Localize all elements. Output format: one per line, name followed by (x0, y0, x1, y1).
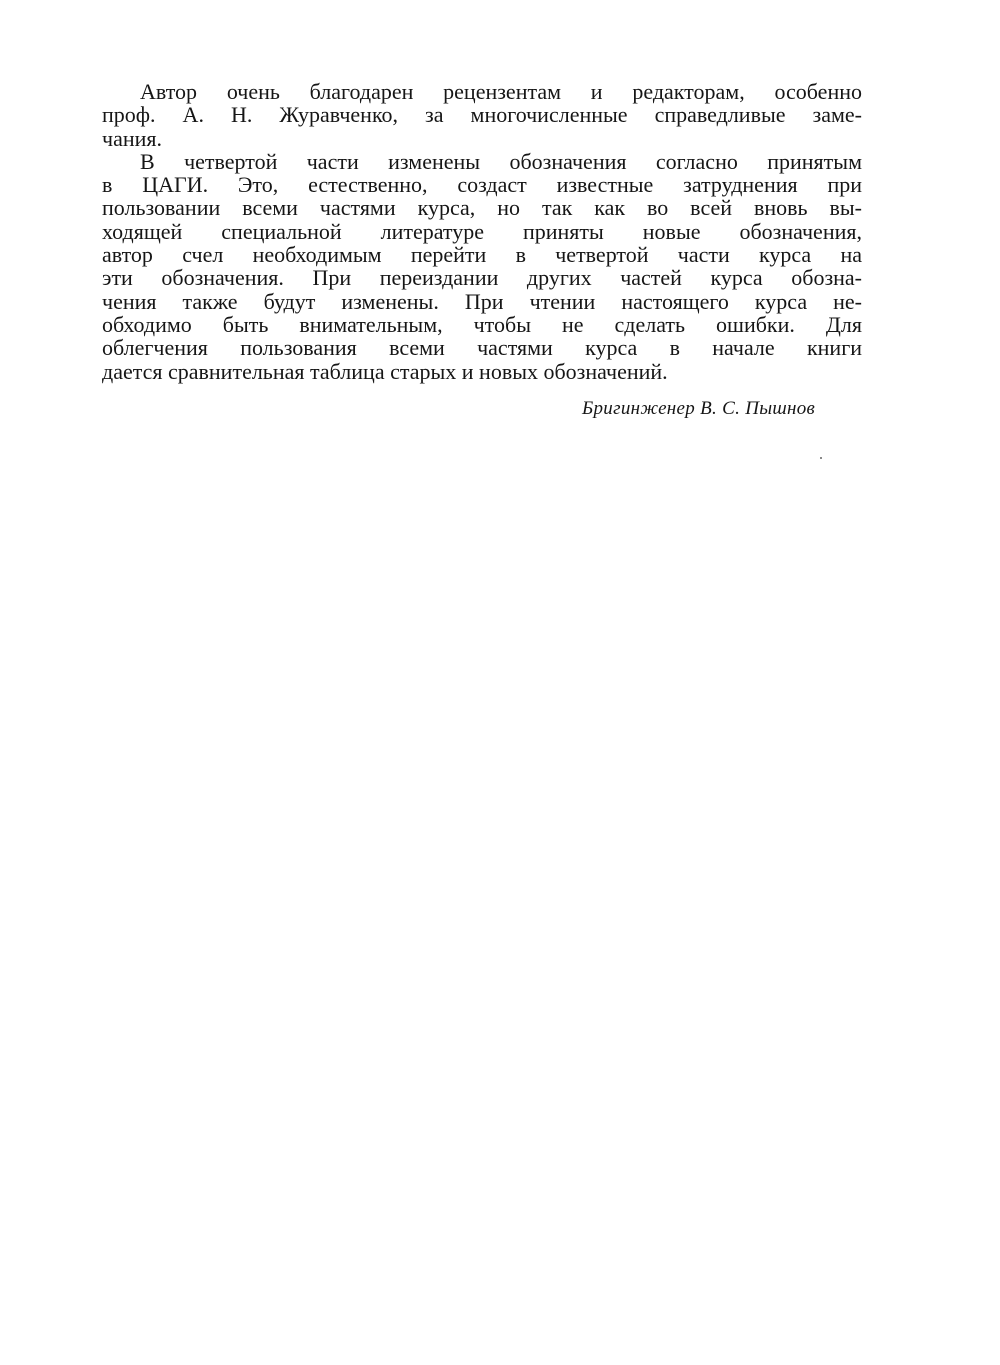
text-line: Автор очень благодарен рецензентам и редакторам, особенно (140, 79, 862, 104)
text-line: облегчения пользования всеми частями курса в начале книги (102, 335, 862, 361)
paragraph (102, 80, 862, 150)
text-line: ходящей специальной литературе приняты новые обозначения, (102, 218, 862, 244)
text-line: автор счел необходимым перейти в четвертой части курса на (102, 242, 862, 268)
body-text (102, 80, 862, 383)
text-line: чания. (102, 125, 162, 151)
scan-speck (820, 457, 822, 459)
text-line: дается сравнительная таблица старых и новых обозначений. (102, 358, 668, 384)
text-line: обходимо быть внимательным, чтобы не сделать ошибки. Для (102, 311, 862, 337)
text-line: чения также будут изменены. При чтении настоящего курса не- (102, 288, 862, 314)
text-line: в ЦАГИ. Это, естественно, создаст известные затруднения при (102, 172, 862, 198)
paragraph (102, 150, 862, 383)
text-line: эти обозначения. При переиздании других частей курса обозна- (102, 265, 862, 291)
text-line: В четвертой части изменены обозначения согласно принятым (140, 148, 862, 174)
text-line: проф. А. Н. Журавченко, за многочисленные справедливые заме- (102, 102, 862, 128)
author-signature: Бригинженер В. С. Пышнов (582, 398, 816, 419)
text-line: пользовании всеми частями курса, но так как во всей вновь вы- (102, 195, 862, 221)
